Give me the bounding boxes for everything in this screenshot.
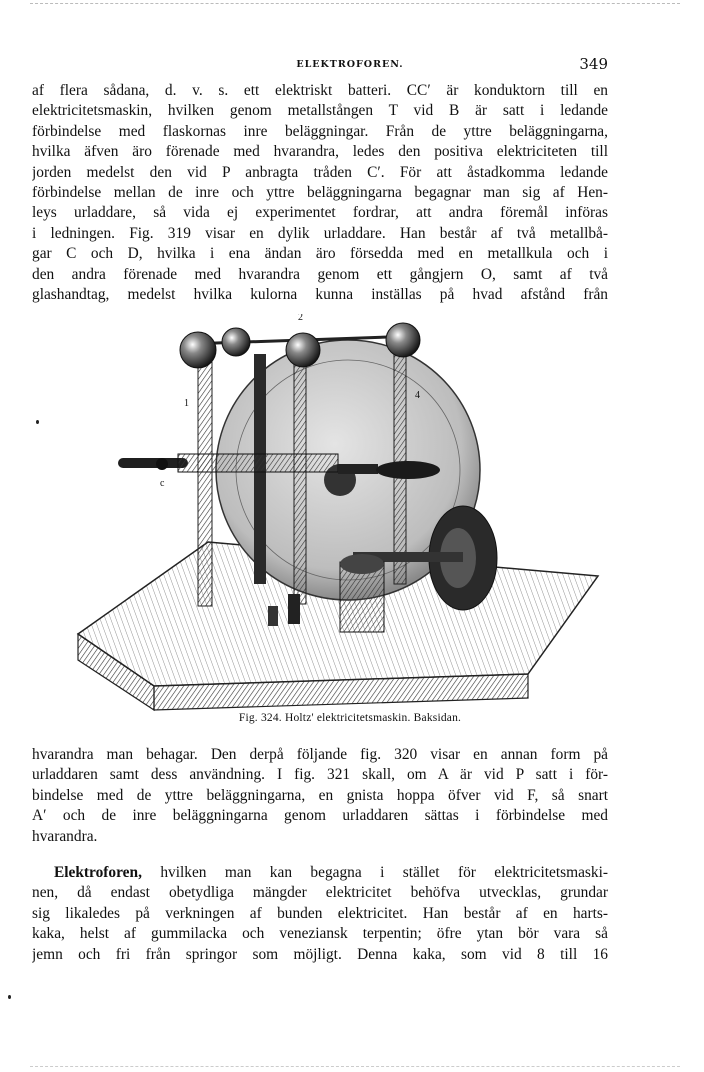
text-line: hvilka äfven äro förenade med hvarandra, ledes den positiva elektriciteten till [32, 143, 608, 161]
text-line: elektricitetsmaskin, hvilken genom metallstången T vid B är satt i ledande [32, 102, 608, 120]
figure-label-right: 4 [415, 390, 420, 401]
scan-speck [36, 420, 39, 424]
text-line: den andra förenade med hvarandra genom ett gångjern O, samt af två [32, 265, 608, 283]
top-scan-edge [30, 3, 680, 4]
text-line [32, 863, 608, 883]
text-line: leys urladdare, så vida ej experimentet fordrar, att andra föremål införas [32, 204, 608, 222]
text-line: urladdaren samt dess användning. I fig. 321 skall, om A är vid P satt i för- [32, 766, 608, 784]
text-line: förbindelse mellan de inre och yttre beläggningarna begagnar man sig af Hen- [32, 183, 608, 201]
paragraph-top [32, 81, 608, 305]
text-line: af flera sådana, d. v. s. ett elektriskt batteri. CC′ är konduktorn till en [32, 82, 608, 99]
text-line: glashandtag, medelst hvilka kulorna kunna inställas på hvad afstånd från [32, 285, 608, 303]
paragraph-middle [32, 745, 608, 847]
bottom-scan-edge [30, 1066, 680, 1067]
bearing-block [340, 554, 384, 632]
text-line: hvarandra. [32, 827, 98, 845]
text-line: kaka, helst af gummilacka och veneziansk terpentin; öfre ytan bör vara så [32, 925, 608, 943]
figure-label-top: 2 [298, 314, 303, 323]
text-line: nen, då endast obetydliga mängder elektricitet behöfva utvecklas, grundar [32, 884, 608, 902]
text-line: bindelse med de yttre beläggningarna, en gnista hoppa öfver vid F, så snart [32, 786, 608, 804]
scan-speck [8, 995, 11, 999]
text-line: A′ och de inre beläggningarna genom urladdaren sättas i förbindelse med [32, 807, 608, 825]
figure-label-left: 1 [184, 398, 189, 409]
engraving-drawing [58, 314, 618, 712]
text-line: gar C och D, hvilka i ena ändan äro försedda med en metallkula och i [32, 245, 608, 263]
running-title: ELEKTROFOREN. [296, 59, 404, 70]
text-line: jorden medelst den vid P anbragta tråden C′. För att åstadkomma ledande [32, 163, 608, 181]
text-line: hvarandra man behagar. Den derpå följande fig. 320 visar en annan form på [32, 746, 608, 763]
paragraph-bottom [32, 863, 608, 965]
section-lead-term: Elektroforen, [54, 864, 142, 881]
figure-caption: Fig. 324. Holtz' elektricitetsmaskin. Baksidan. [238, 712, 462, 724]
figure-label-handle: c [160, 478, 165, 489]
text-line-rest: hvilken man kan begagna i stället för elektricitetsmaski- [141, 864, 608, 881]
page-number: 349 [579, 55, 608, 73]
text-line: förbindelse med flaskornas inre beläggningar. Från de yttre beläggningarna, [32, 122, 608, 140]
text-line: i ledningen. Fig. 319 visar en dylik urladdare. Han består af två metallbå- [32, 224, 608, 242]
text-line: sig likaledes på verkningen af bunden elektricitet. Han består af en harts- [32, 904, 608, 922]
text-line: jemn och fri från springor som möjligt. Denna kaka, som vid 8 till 16 [32, 945, 608, 963]
holtz-machine-illustration [58, 314, 618, 712]
